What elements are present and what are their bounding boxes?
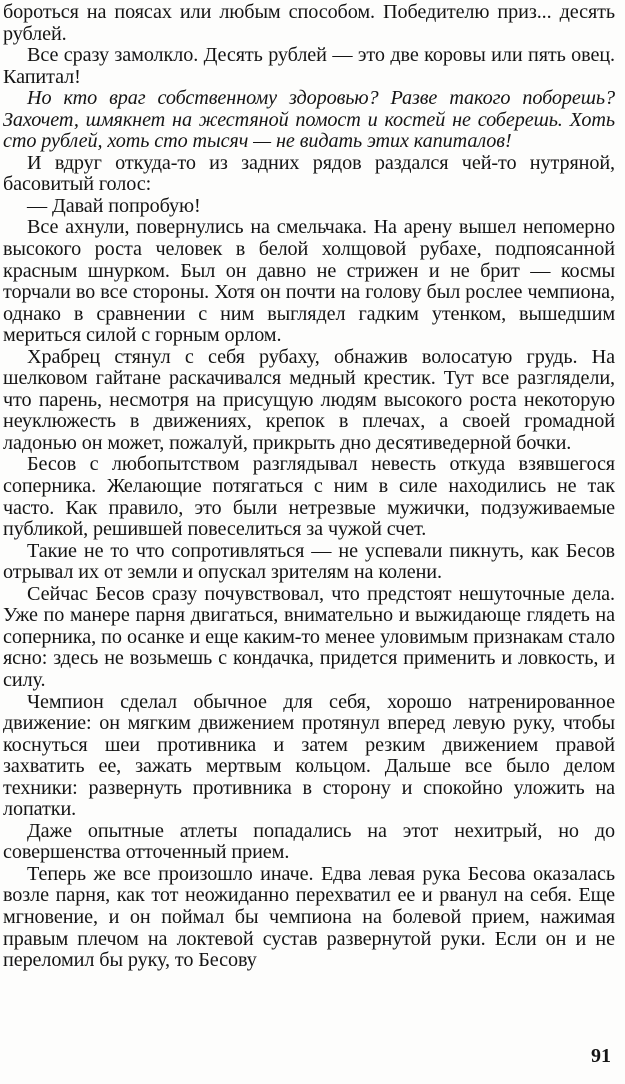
paragraph-1: бороться на поясах или любым способом. Победителю приз... десять рублей. (3, 1, 615, 45)
paragraph-13: Теперь же все произошло иначе. Едва левая рука Бесова оказалась возле парня, как тот неожиданно перехватил ее и рванул на себя. Еще мгновение, и он поймал бы чемпиона на болевой прием, нажимая правым плечом на локтевой сустав развернутой руки. Если он и не переломил бы руку, то Бесову (3, 862, 615, 972)
paragraph-12: Даже опытные атлеты попадались на этот нехитрый, но до совершенства отточенный прием. (3, 819, 615, 864)
paragraph-6: Все ахнули, повернулись на смельчака. На арену вышел непомерно высокого роста человек в белой холщовой рубахе, подпоясанной красным шнурком. Был он давно не стрижен и не брит — космы торчали во все стороны. Хотя он почти на голову был рослее чемпиона, однако в сравнении с ним выглядел гадким утенком, вышедшим мериться силой с горным орлом. (3, 216, 615, 347)
paragraph-11: Чемпион сделал обычное для себя, хорошо натренированное движение: он мягким движением протянул вперед левую руку, чтобы коснуться шеи противника и затем резким движением правой захватить ее, зажать мертвым кольцом. Дальше все было делом техники: развернуть противника в сторону и спокойно уложить на лопатки. (3, 690, 615, 821)
paragraph-7: Храбрец стянул с себя рубаху, обнажив волосатую грудь. На шелковом гайтане раскачивался медный крестик. Тут все разглядели, что парень, несмотря на присущую людям высокого роста некоторую неуклюжесть в движениях, крепок в плечах, а своей громадной ладонью он может, пожалуй, прикрыть дно десятиведерной бочки. (3, 345, 615, 454)
paragraph-9: Такие не то что сопротивляться — не успевали пикнуть, как Бесов отрывал их от земли и опускал зрителям на колени. (3, 539, 615, 584)
paragraph-2: Все сразу замолкло. Десять рублей — это две коровы или пять овец. Капитал! (3, 44, 615, 88)
paragraph-8: Бесов с любопытством разглядывал невесть откуда взявшегося соперника. Желающие потягаться с ним в силе находились не так часто. Как правило, это были нетрезвые мужички, подзуживаемые публикой, решившей повеселиться за чужой счет. (3, 453, 615, 541)
paragraph-5: — Давай попробую! (27, 194, 201, 217)
page-number: 91 (591, 1045, 611, 1067)
paragraph-4: И вдруг откуда-то из задних рядов раздался чей-то нутряной, басовитый голос: (3, 151, 615, 196)
page-text (3, 2, 615, 972)
paragraph-3: Но кто враг собственному здоровью? Разве такого поборешь? Захочет, шмякнет на жестяной помост и костей не соберешь. Хоть сто рублей, хоть сто тысяч — не видать этих капиталов! (3, 87, 615, 153)
paragraph-10: Сейчас Бесов сразу почувствовал, что предстоят нешуточные дела. Уже по манере парня двигаться, внимательно и выжидающе глядеть на соперника, по осанке и еще каким-то менее уловимым признакам стало ясно: здесь не возьмешь с кондачка, придется применить и ловкость, и силу. (3, 582, 615, 691)
